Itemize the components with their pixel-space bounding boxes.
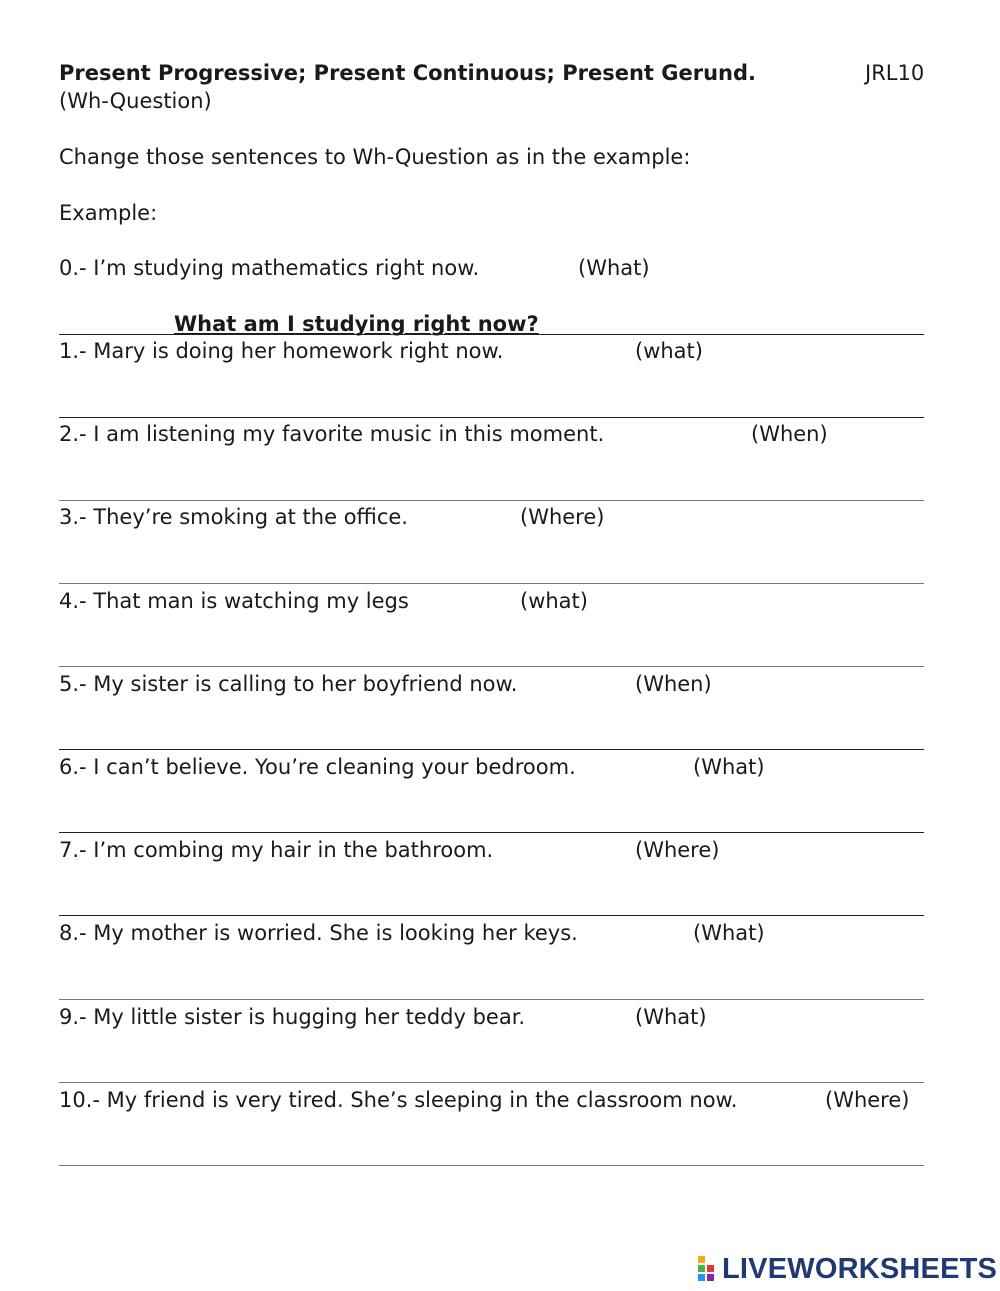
question-5-sentence: 5.- My sister is calling to her boyfriend now. bbox=[59, 672, 518, 696]
question-6-hint: (What) bbox=[693, 755, 765, 779]
question-10-hint: (Where) bbox=[825, 1088, 910, 1112]
question-10-answer-line bbox=[59, 1165, 924, 1166]
question-5-answer-line bbox=[59, 749, 924, 750]
question-10-sentence: 10.- My friend is very tired. She’s sleeping in the classroom now. bbox=[59, 1088, 738, 1112]
question-4-answer-line bbox=[59, 666, 924, 667]
question-2-hint: (When) bbox=[751, 422, 828, 446]
question-3-sentence: 3.- They’re smoking at the office. bbox=[59, 505, 408, 529]
question-2-answer-line bbox=[59, 500, 924, 501]
example-answer-line bbox=[59, 334, 924, 335]
question-6-answer-line bbox=[59, 832, 924, 833]
liveworksheets-blocks-icon bbox=[696, 1255, 720, 1283]
question-7-answer-input[interactable] bbox=[59, 874, 928, 916]
instructions-text: Change those sentences to Wh-Question as in the example: bbox=[59, 145, 691, 169]
question-4-sentence: 4.- That man is watching my legs bbox=[59, 589, 409, 613]
liveworksheets-logo-text: LIVEWORKSHEETS bbox=[722, 1253, 998, 1285]
question-9-hint: (What) bbox=[635, 1005, 707, 1029]
question-4-answer-input[interactable] bbox=[59, 625, 928, 667]
question-1-sentence: 1.- Mary is doing her homework right now. bbox=[59, 339, 504, 363]
example-sentence: 0.- I’m studying mathematics right now. bbox=[59, 256, 480, 280]
question-9-answer-line bbox=[59, 1082, 924, 1083]
question-8-answer-input[interactable] bbox=[59, 958, 928, 1000]
question-6-answer-input[interactable] bbox=[59, 791, 928, 833]
question-1-hint: (what) bbox=[635, 339, 703, 363]
example-label: Example: bbox=[59, 201, 158, 225]
question-5-answer-input[interactable] bbox=[59, 708, 928, 750]
question-2-answer-input[interactable] bbox=[59, 459, 928, 501]
question-9-sentence: 9.- My little sister is hugging her teddy bear. bbox=[59, 1005, 526, 1029]
question-3-answer-input[interactable] bbox=[59, 542, 928, 584]
question-10-answer-input[interactable] bbox=[59, 1124, 928, 1166]
question-3-answer-line bbox=[59, 583, 924, 584]
question-8-hint: (What) bbox=[693, 921, 765, 945]
question-1-answer-line bbox=[59, 417, 924, 418]
question-9-answer-input[interactable] bbox=[59, 1041, 928, 1083]
question-8-sentence: 8.- My mother is worried. She is looking her keys. bbox=[59, 921, 578, 945]
question-3-hint: (Where) bbox=[520, 505, 605, 529]
worksheet-subtitle: (Wh-Question) bbox=[59, 89, 212, 113]
question-7-sentence: 7.- I’m combing my hair in the bathroom. bbox=[59, 838, 494, 862]
worksheet-code: JRL10 bbox=[865, 61, 925, 85]
question-2-sentence: 2.- I am listening my favorite music in this moment. bbox=[59, 422, 605, 446]
question-6-sentence: 6.- I can’t believe. You’re cleaning your bedroom. bbox=[59, 755, 576, 779]
question-7-answer-line bbox=[59, 915, 924, 916]
example-hint: (What) bbox=[578, 256, 650, 280]
liveworksheets-logo[interactable] bbox=[696, 1254, 997, 1284]
question-4-hint: (what) bbox=[520, 589, 588, 613]
question-8-answer-line bbox=[59, 999, 924, 1000]
worksheet-title: Present Progressive; Present Continuous; Present Gerund. bbox=[59, 61, 756, 85]
example-answer: What am I studying right now? bbox=[174, 312, 539, 336]
question-7-hint: (Where) bbox=[635, 838, 720, 862]
question-5-hint: (When) bbox=[635, 672, 712, 696]
question-1-answer-input[interactable] bbox=[59, 376, 928, 418]
